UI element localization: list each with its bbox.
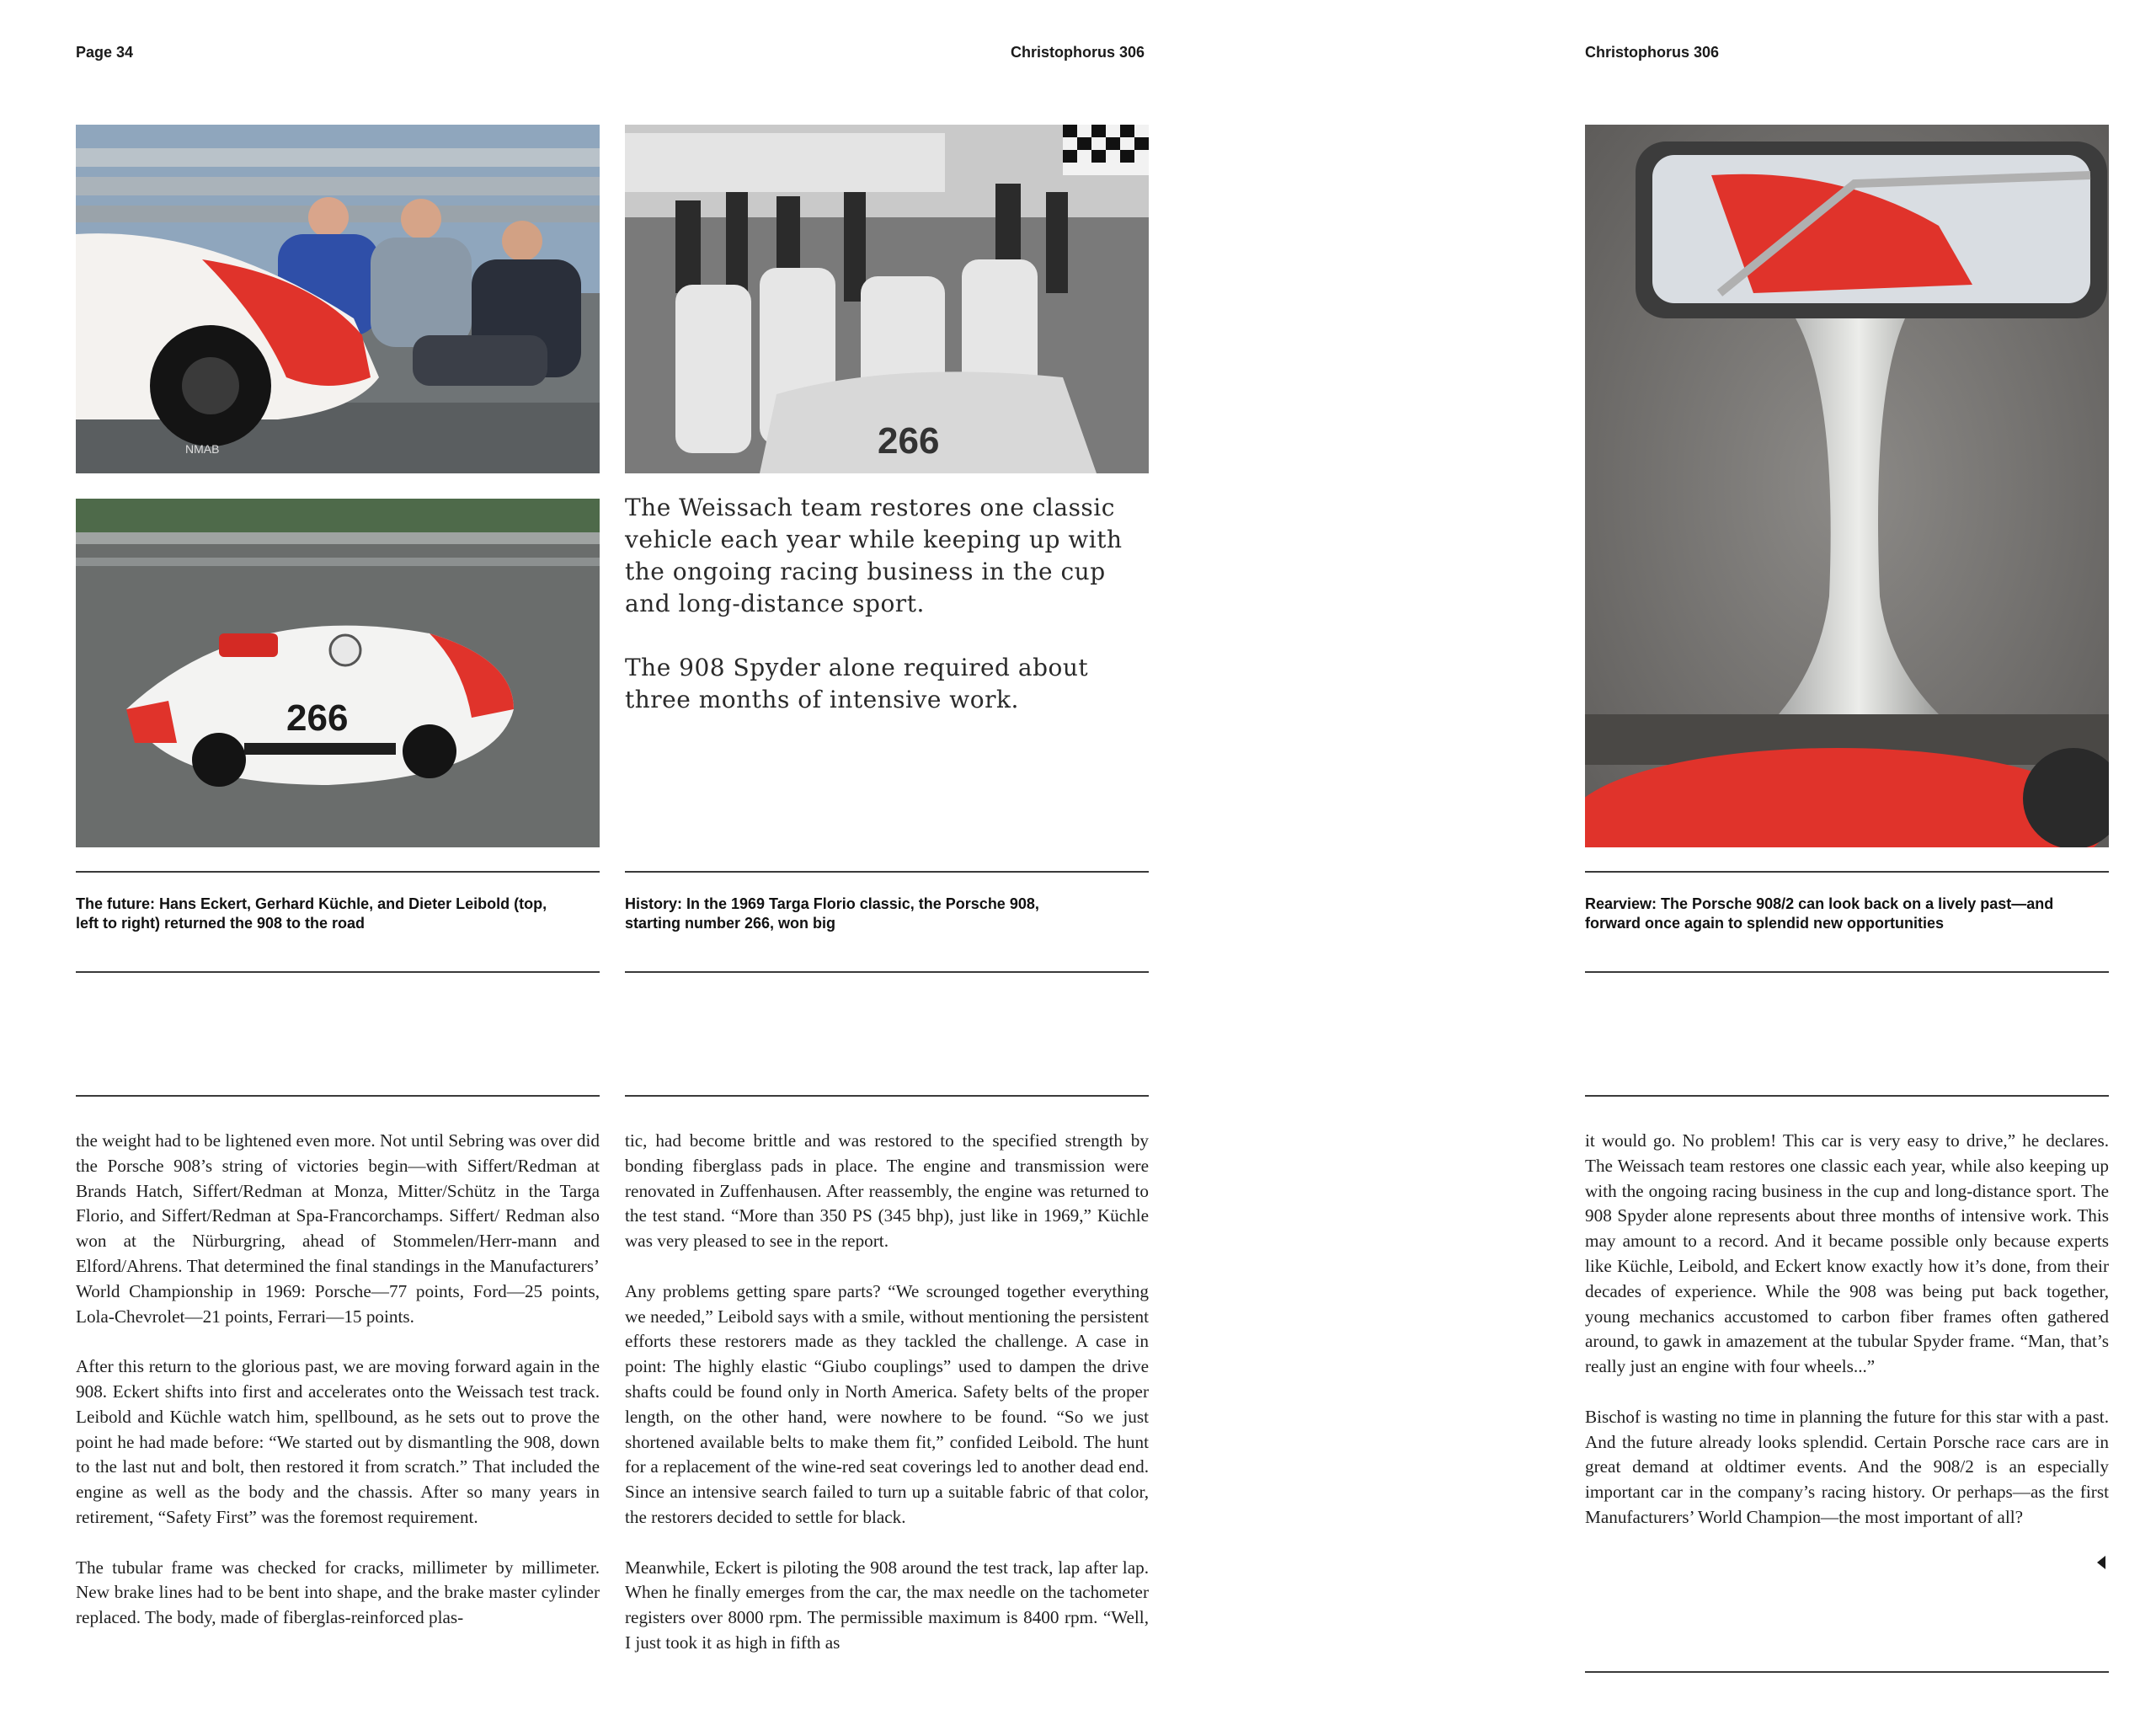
body-column-3 — [1585, 1129, 2109, 1556]
caption-rule — [76, 871, 600, 873]
photo-rearview-mirror-closeup-icon — [1585, 125, 2109, 847]
pit-stop-photo — [625, 125, 1149, 473]
rearview-mirror-photo — [1585, 125, 2109, 847]
caption-rule-bottom — [625, 971, 1149, 973]
bottom-rule — [1585, 1671, 2109, 1673]
body-paragraph: Bischof is wasting no time in planning the future for this star with a past. And the future already looks splendid. Certain Porsche race cars are in great demand at oldtimer events. And the 908/2 is an especially important car in the company’s racing history. Or perhaps—as the first Manufacturers’ World Champion—the most important of all? — [1585, 1406, 2109, 1527]
body-paragraph: Any problems getting spare parts? “We scrounged together everything we needed,” Leibold says with a smile, without mentioning the persistent efforts these restorers made as they tackled the challenge. A case in point: The highly elastic “Giubo couplings” used to dampen the drive shafts could be found only in North America. Safety belts of the proper length, on the other hand, were nowhere to be found. “So we just shortened available belts to make them fit,” confided Leibold. The hunt for a replacement of the wine-red seat coverings led to another dead end. Since an intensive search failed to turn up a suitable fabric of that color, the restorers decided to settle for black. — [625, 1280, 1149, 1527]
photo-team-with-porsche-908-icon — [76, 125, 600, 473]
body-column-1 — [76, 1129, 600, 1656]
tire-badge: NMAB — [185, 442, 220, 456]
team-portrait-photo — [76, 125, 600, 473]
photo-porsche-908-spyder-on-track-icon — [76, 499, 600, 847]
lead-text — [625, 492, 1149, 748]
body-rule — [76, 1095, 600, 1097]
caption-rule-bottom — [76, 971, 600, 973]
body-paragraph: Meanwhile, Eckert is piloting the 908 around the test track, lap after lap. When he finally emerges from the car, the max needle on the tachometer registers over 8000 rpm. The permissible maximum is 8400 rpm. “Well, I just took it as high in fifth as — [625, 1557, 1149, 1653]
body-paragraph: it would go. No problem! This car is very easy to drive,” he declares. The Weissach team restores one classic each year, while also keeping up with the ongoing racing business in the cup and long-distance sport. The 908 Spyder alone represents about three months of intensive work. This may amount to a record. And it became possible only because experts like Küchle, Leibold, and Eckert know exactly how it’s done, from their decades of experience. While the 908 was being put back together, young mechanics accustomed to carbon fiber frames often gathered around, to gawk in amazement at the tubular Spyder frame. “Man, that’s really just an engine with four wheels...” — [1585, 1130, 2109, 1377]
body-rule — [1585, 1095, 2109, 1097]
page-number: Page 34 — [76, 44, 134, 61]
caption-rule — [625, 871, 1149, 873]
lead-paragraph: The 908 Spyder alone required about three months of intensive work. — [625, 654, 1089, 713]
racing-908-photo — [76, 499, 600, 847]
body-paragraph: The tubular frame was checked for cracks, millimeter by millimeter. New brake lines had to be bent into shape, and the brake master cylinder replaced. The body, made of fiberglas-reinforced plas- — [76, 1557, 600, 1628]
caption-right: Rearview: The Porsche 908/2 can look back on a lively past—and forward once again to splendid new opportunities — [1585, 895, 2054, 932]
caption-left: The future: Hans Eckert, Gerhard Küchle, and Dieter Leibold (top, left to right) returned the 908 to the road — [76, 895, 547, 932]
body-paragraph: the weight had to be lightened even more. Not until Sebring was over did the Porsche 908’s string of victories begin—with Siffert/Redman at Brands Hatch, Siffert/Redman at Monza, Mitter/Schütz in the Targa Florio, and Siffert/Redman at Spa-Francorchamps. Siffert/ Redman also won at the Nürburgring, ahead of Stommelen/Herr-mann and Elford/Ahrens. That determined the final standings in the Manufacturers’ World Championship in 1969: Porsche—77 points, Ford—25 points, Lola-Chevrolet—21 points, Ferrari—15 points. — [76, 1130, 600, 1327]
body-paragraph: tic, had become brittle and was restored to the specified strength by bonding fiberglass pads in place. The engine and transmission were renovated in Zuffenhausen. After reassembly, the engine was returned to the test stand. “More than 350 PS (345 bhp), just like in 1969,” Küchle was very pleased to see in the report. — [625, 1130, 1149, 1252]
end-of-article-icon — [2097, 1556, 2105, 1569]
caption-rule — [1585, 871, 2109, 873]
body-column-2 — [625, 1129, 1149, 1681]
car-number-pit: 266 — [878, 420, 940, 462]
body-rule — [625, 1095, 1149, 1097]
caption-rule-bottom — [1585, 971, 2109, 973]
magazine-title-right: Christophorus 306 — [1585, 44, 1720, 61]
photo-pit-stop-black-and-white-icon — [625, 125, 1149, 473]
magazine-title-left: Christophorus 306 — [1011, 44, 1145, 61]
caption-middle: History: In the 1969 Targa Florio classic, the Porsche 908, starting number 266, won big — [625, 895, 1039, 932]
lead-paragraph: The Weissach team restores one classic vehicle each year while keeping up with the ongoing racing business in the cup and long-distance sport. — [625, 494, 1123, 617]
body-paragraph: After this return to the glorious past, we are moving forward again in the 908. Eckert shifts into first and accelerates onto the Weissach test track. Leibold and Küchle watch him, spellbound, as he sets out to prove the point he had made before: “We started out by dismantling the 908, down to the last nut and bolt, then restored it from scratch.” That included the engine as well as the body and the chassis. After so many years in retirement, “Safety First” was the foremost requirement. — [76, 1356, 600, 1527]
car-number-track: 266 — [286, 697, 349, 739]
